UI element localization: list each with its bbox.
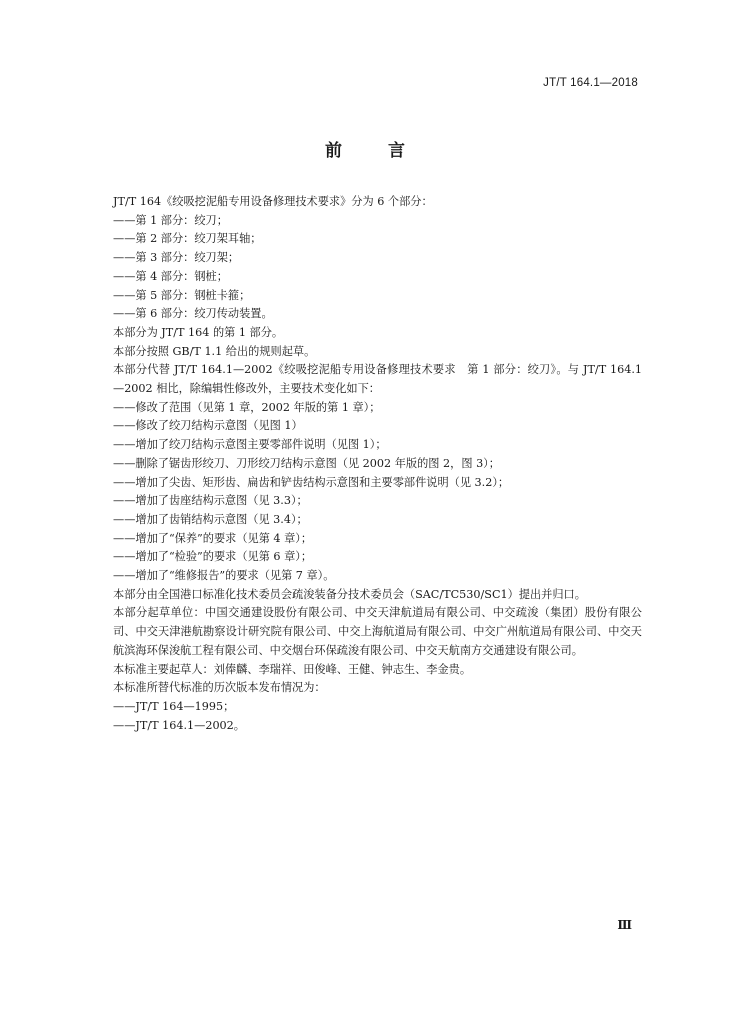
paragraph: 本部分起草单位：中国交通建设股份有限公司、中交天津航道局有限公司、中交疏浚（集团）股份有限公司、中交天津港航勘察设计研究院有限公司、中交上海航道局有限公司、中交广州航道局有限公司、中交天航滨海环保浚航工程有限公司、中交烟台环保疏浚有限公司、中交天航南方交通建设有限公司。 bbox=[113, 606, 642, 657]
list-item: ——第 5 部分：钢桩卡箍； bbox=[113, 288, 251, 302]
paragraph: 本部分代替 JT/T 164.1—2002《绞吸挖泥船专用设备修理技术要求 第 1 部分：绞刀》。与 JT/T 164.1—2002 相比，除编辑性修改外，主要技术变化如下： bbox=[113, 363, 642, 396]
paragraph: 本部分为 JT/T 164 的第 1 部分。 bbox=[113, 325, 284, 339]
paragraph: JT/T 164《绞吸挖泥船专用设备修理技术要求》分为 6 个部分： bbox=[113, 195, 433, 208]
standard-code: JT/T 164.1—2018 bbox=[543, 77, 638, 89]
list-item: ——增加了齿座结构示意图（见 3.3）； bbox=[113, 494, 308, 508]
list-item: ——删除了锯齿形绞刀、刀形绞刀结构示意图（见 2002 年版的图 2，图 3）； bbox=[113, 456, 500, 470]
page-number: Ⅲ bbox=[617, 918, 632, 932]
page-title: 前 言 bbox=[325, 141, 405, 161]
list-item: ——修改了范围（见第 1 章，2002 年版的第 1 章）； bbox=[113, 400, 381, 414]
paragraph: 本标准所替代标准的历次版本发布情况为： bbox=[113, 681, 326, 695]
list-item: ——增加了尖齿、矩形齿、扁齿和铲齿结构示意图和主要零部件说明（见 3.2）； bbox=[113, 475, 510, 489]
foreword-body bbox=[89, 193, 642, 735]
list-item: ——增加了绞刀结构示意图主要零部件说明（见图 1）； bbox=[113, 438, 387, 452]
list-item: ——第 4 部分：钢桩； bbox=[113, 269, 228, 283]
list-item: ——修改了绞刀结构示意图（见图 1） bbox=[113, 419, 303, 433]
paragraph: 本部分由全国港口标准化技术委员会疏浚装备分技术委员会（SAC/TC530/SC1）提出并归口。 bbox=[113, 587, 586, 601]
list-item: ——第 2 部分：绞刀架耳轴； bbox=[113, 232, 262, 246]
list-item: ——增加了“维修报告”的要求（见第 7 章）。 bbox=[113, 569, 335, 583]
list-item: ——增加了“检验”的要求（见第 6 章）； bbox=[113, 550, 313, 564]
paragraph: 本标准主要起草人：刘俸麟、李瑞祥、田俊峰、王健、钟志生、李金贵。 bbox=[113, 662, 472, 676]
list-item: ——第 6 部分：绞刀传动装置。 bbox=[113, 307, 273, 321]
list-item: ——JT/T 164.1—2002。 bbox=[113, 718, 245, 732]
paragraph: 本部分按照 GB/T 1.1 给出的规则起草。 bbox=[113, 344, 316, 358]
list-item: ——增加了齿销结构示意图（见 3.4）； bbox=[113, 512, 308, 526]
list-item: ——增加了“保养”的要求（见第 4 章）； bbox=[113, 531, 313, 545]
list-item: ——JT/T 164—1995； bbox=[113, 699, 235, 713]
list-item: ——第 1 部分：绞刀； bbox=[113, 213, 228, 227]
list-item: ——第 3 部分：绞刀架； bbox=[113, 251, 240, 265]
